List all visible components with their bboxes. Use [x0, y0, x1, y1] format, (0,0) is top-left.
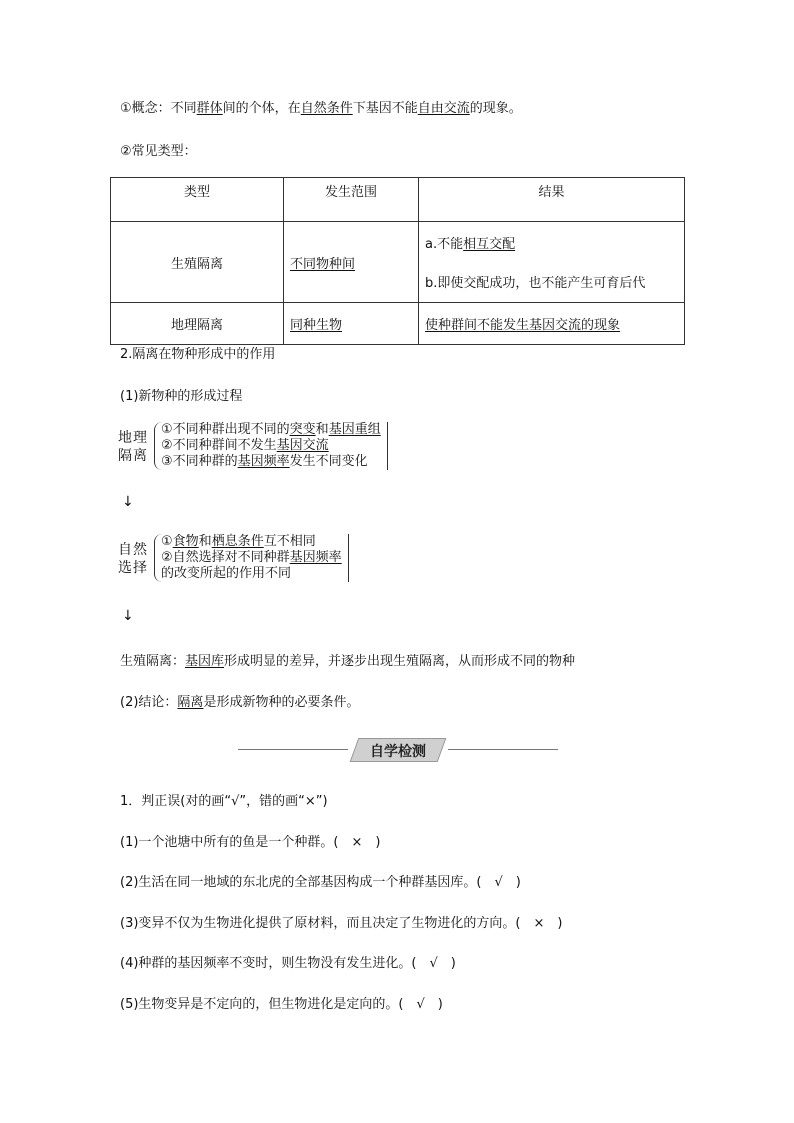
concept-text: 的现象。: [469, 101, 522, 116]
range-blank: 同种生物: [290, 318, 343, 333]
natural-selection-block: [118, 532, 378, 586]
concept-blank-3: 自由交流: [417, 101, 470, 116]
geo-items: [154, 422, 388, 470]
nat-item-text: 互不相同: [263, 534, 316, 549]
sub1-title: (1)新物种的形成过程: [120, 389, 243, 404]
geo-item-blank: 突变: [289, 422, 316, 437]
self-check-section-header: [238, 738, 558, 762]
nat-item-blank: 基因频率: [289, 550, 342, 565]
result-text: a.不能: [425, 237, 464, 252]
geo-isolation-block: [118, 420, 418, 474]
geo-item-text: ①不同种群出现不同的: [161, 422, 290, 437]
quiz-intro: 1．判正误(对的画“√”，错的画“×”): [120, 794, 328, 809]
reproductive-isolation-line: [120, 650, 575, 669]
nat-label: [118, 541, 152, 577]
table-cell-result: [419, 222, 685, 303]
table-cell-type: 生殖隔离: [111, 222, 284, 303]
geo-label: [118, 429, 152, 465]
divider: [238, 749, 348, 750]
down-arrow-icon: ↓: [122, 494, 134, 510]
nat-item-text: ②自然选择对不同种群: [161, 550, 290, 565]
repro-text: 生殖隔离：: [120, 654, 186, 669]
table-header: 类型: [111, 178, 284, 222]
conclusion-blank: 隔离: [177, 695, 204, 710]
geo-label-top: 地理: [118, 430, 148, 446]
concept-blank-1: 群体: [196, 101, 223, 116]
table-cell-range: [284, 222, 419, 303]
concept-blank-2: 自然条件: [300, 101, 353, 116]
result-blank: 相互交配: [463, 237, 516, 252]
nat-item-text: ①: [161, 534, 173, 549]
geo-item-3: [161, 454, 381, 470]
geo-item-1: [161, 422, 381, 438]
geo-item-text: 和: [315, 422, 329, 437]
concept-line: [120, 97, 522, 116]
divider: [448, 749, 558, 750]
table-header: 发生范围: [284, 178, 419, 222]
conclusion-text: (2)结论：: [120, 695, 178, 710]
section-badge: [354, 738, 442, 762]
conclusion-line: [120, 691, 359, 710]
nat-item-blank: 食物: [172, 534, 199, 549]
conclusion-text: 是形成新物种的必要条件。: [203, 695, 360, 710]
quiz-item: (3)变异不仅为生物进化提供了原材料，而且决定了生物进化的方向。( × ): [120, 916, 563, 931]
section-badge-label: 自学检测: [370, 744, 426, 760]
geo-label-bottom: 隔离: [118, 448, 148, 464]
result-text: 使种群间不能发生: [425, 318, 530, 333]
table-cell-result: [419, 303, 685, 345]
nat-item-2: [161, 550, 342, 566]
geo-item-blank: 基因频率: [237, 454, 290, 469]
quiz-item: (5)生物变异是不定向的，但生物进化是定向的。( √ ): [120, 997, 443, 1012]
result-b: b.即使交配成功，也不能产生可育后代: [425, 276, 646, 291]
nat-item-blank: 栖息条件: [211, 534, 264, 549]
geo-item-text: ③不同种群的: [161, 454, 238, 469]
table-header: 结果: [419, 178, 685, 222]
nat-items: [154, 534, 349, 582]
result-blank: 基因交流的现象: [529, 318, 621, 333]
result-a: [425, 233, 678, 252]
geo-item-text: 发生不同变化: [289, 454, 368, 469]
table-cell-type: 地理隔离: [111, 303, 284, 345]
concept-text: 间的个体，在: [222, 101, 301, 116]
range-blank: 不同物种间: [290, 256, 356, 272]
isolation-types-table: [110, 177, 685, 345]
quiz-item: (1)一个池塘中所有的鱼是一个种群。( × ): [120, 835, 381, 850]
quiz-item: (2)生活在同一地域的东北虎的全部基因构成一个种群基因库。( √ ): [120, 875, 521, 890]
nat-item-3: 的改变所起的作用不同: [161, 566, 292, 581]
nat-item-text: 和: [198, 534, 212, 549]
down-arrow-icon: ↓: [122, 608, 134, 624]
concept-text: ①概念：不同: [120, 101, 197, 116]
repro-blank: 基因库: [185, 654, 225, 669]
repro-text: 形成明显的差异，并逐步出现生殖隔离，从而形成不同的物种: [224, 654, 576, 669]
geo-item-blank: 基因重组: [328, 422, 381, 437]
geo-item-text: ②不同种群间不发生: [161, 438, 277, 453]
nat-label-bottom: 选择: [118, 560, 148, 576]
nat-label-top: 自然: [118, 542, 148, 558]
quiz-item: (4)种群的基因频率不变时，则生物没有发生进化。( √ ): [120, 956, 456, 971]
table-cell-range: [284, 303, 419, 345]
common-types-label: ②常见类型：: [120, 144, 197, 159]
nat-item-1: [161, 534, 342, 550]
section2-title: 2.隔离在物种形成中的作用: [120, 347, 276, 362]
geo-item-2: [161, 438, 381, 454]
concept-text: 下基因不能: [352, 101, 418, 116]
geo-item-blank: 基因交流: [276, 438, 329, 453]
